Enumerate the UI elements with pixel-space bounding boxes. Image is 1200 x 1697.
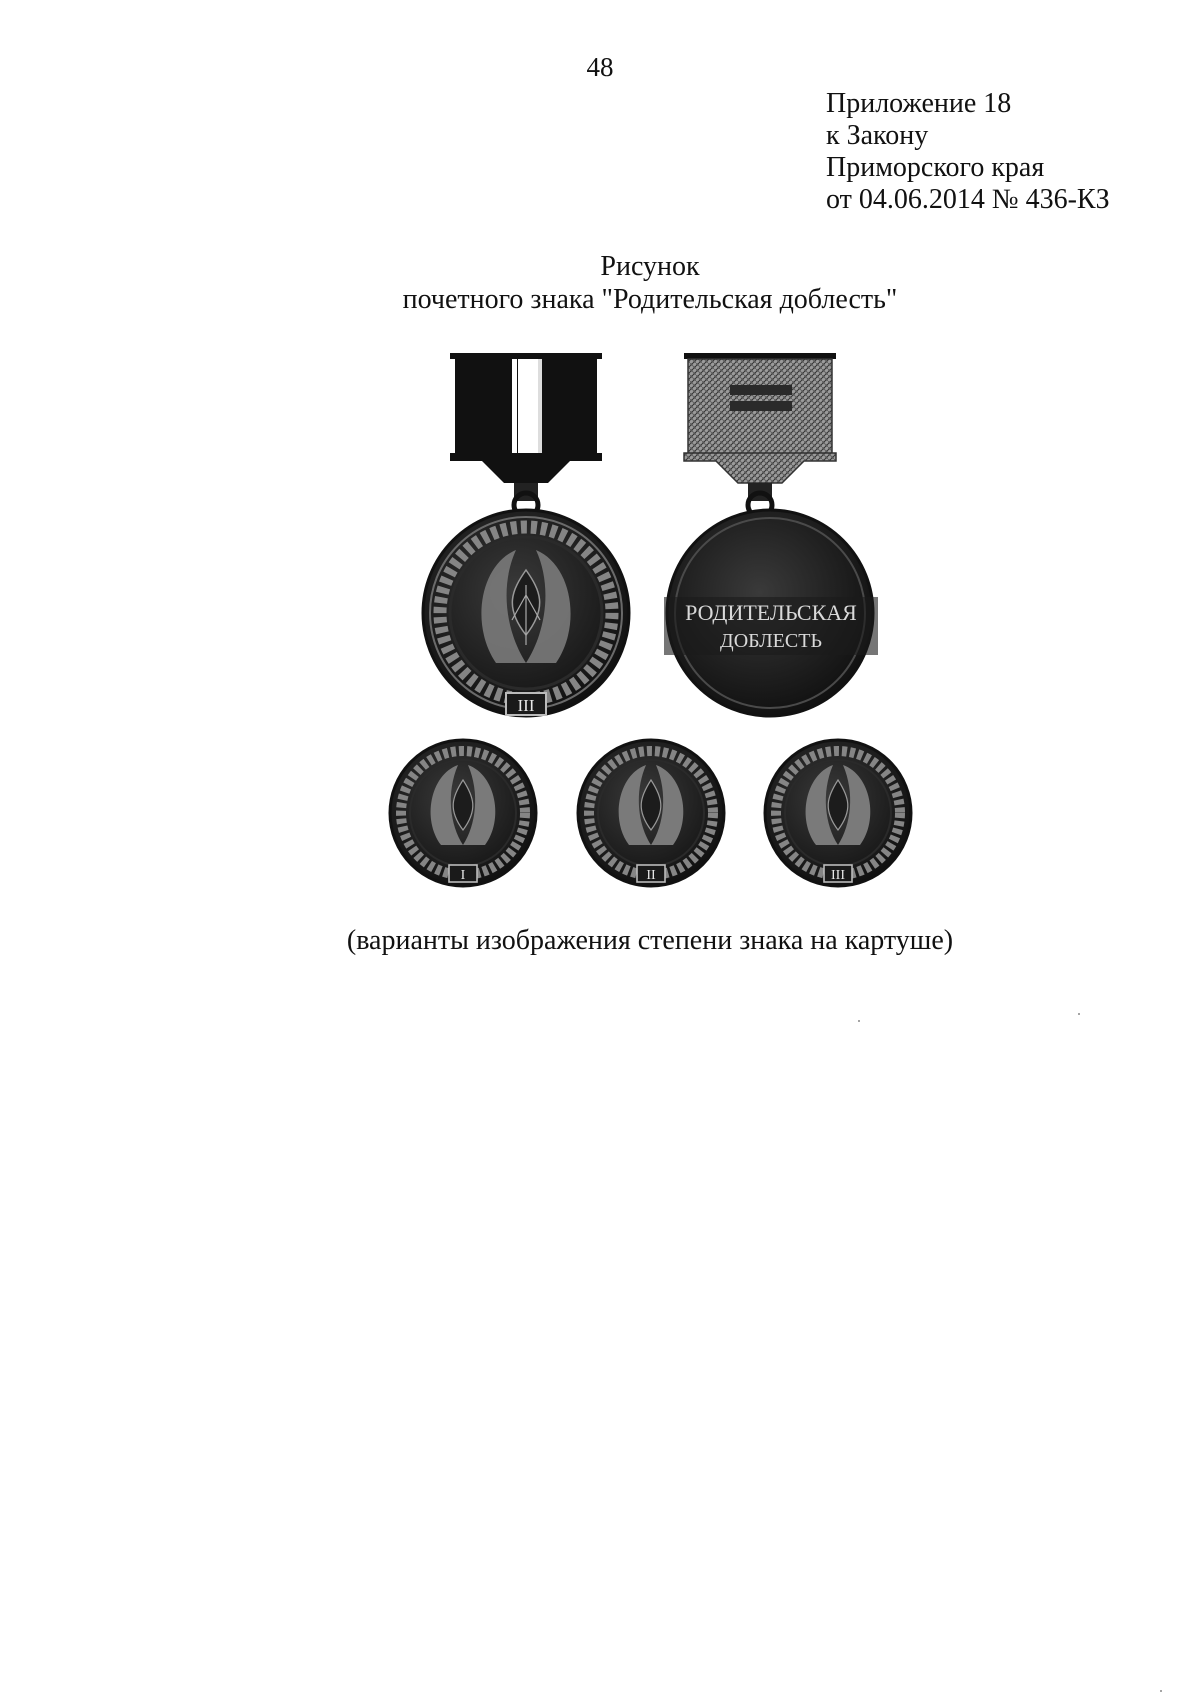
annex-line: к Закону [826, 120, 929, 151]
annex-line: Приморского края [826, 152, 1045, 183]
figure-caption: (варианты изображения степени знака на картуше) [346, 925, 954, 956]
page-number: 48 [586, 52, 614, 82]
cartouche-variant-2 [578, 740, 724, 886]
obverse-cartouche-degree: III [517, 696, 535, 715]
cartouche-variant-3 [765, 740, 911, 886]
cartouche-degree-3: III [831, 868, 845, 883]
reverse-pad [684, 353, 836, 483]
cartouche-variant-1 [390, 740, 536, 886]
medal-figures [0, 345, 1200, 935]
obverse-medal [423, 353, 629, 716]
annex-line: Приложение 18 [826, 88, 1012, 119]
figure-title-line: Рисунок [600, 251, 700, 282]
ribbon-pad [450, 353, 602, 483]
reverse-inscription-line1: РОДИТЕЛЬСКАЯ [685, 600, 857, 625]
cartouche-degree-2: II [646, 868, 656, 883]
annex-line: от 04.06.2014 № 436-КЗ [826, 184, 1110, 215]
figure-title [0, 250, 1200, 316]
annex-block [826, 88, 1110, 216]
cartouche-degree-1: I [460, 868, 466, 883]
reverse-inscription-line2: ДОБЛЕСТЬ [720, 630, 822, 652]
figure-title-line: почетного знака "Родительская доблесть" [402, 284, 898, 315]
scan-speck [858, 1020, 860, 1022]
scan-speck [1078, 1013, 1080, 1015]
scan-speck [1160, 1690, 1162, 1692]
